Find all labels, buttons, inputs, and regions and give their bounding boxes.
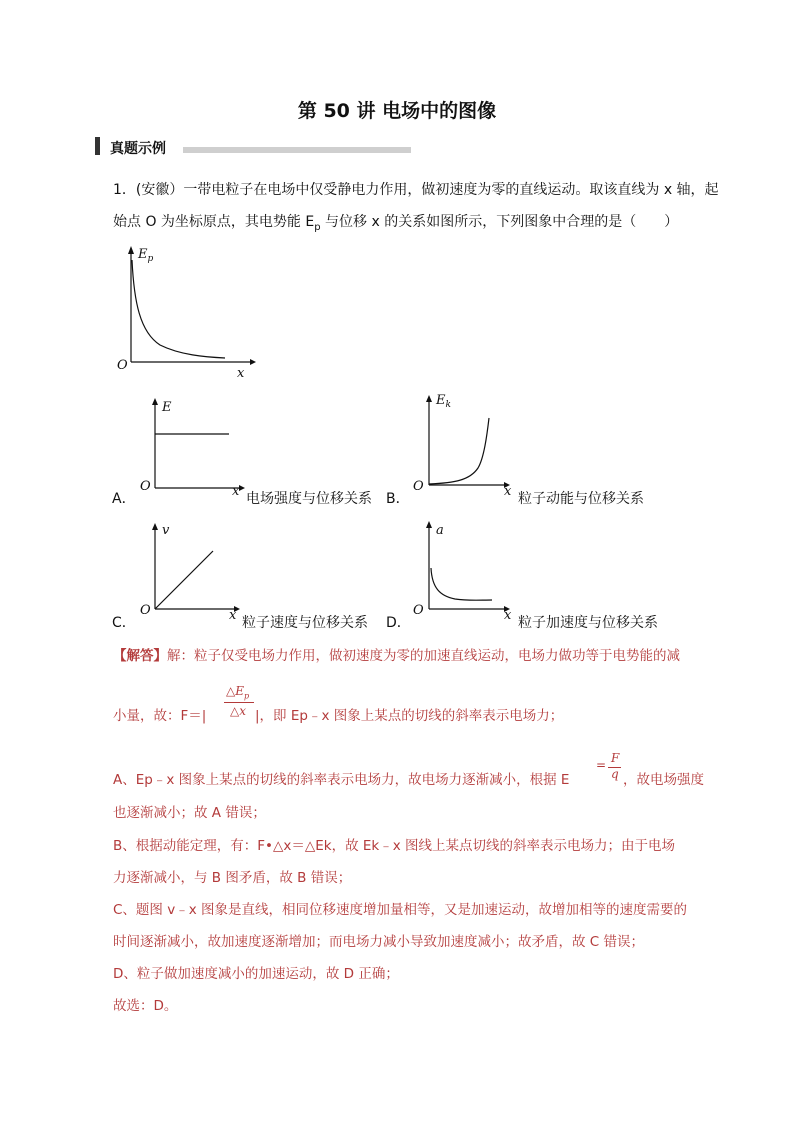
question-line-1: 1．(安徽）一带电粒子在电场中仅受静电力作用，做初速度为零的直线运动。取该直线为 x 轴，起 [113,182,719,198]
option-b-letter: B． [386,491,410,507]
option-a-xlabel: x [232,484,240,499]
answer-line-8: 时间逐渐减小，故加速度逐渐增加；而电场力减小导致加速度减小；故矛盾，故 C 错误； [113,934,645,950]
question-text: 始点 O 为坐标原点，其电势能 E [113,214,315,230]
y-axis-label: $E_k$ [436,393,451,410]
option-c-caption: 粒子速度与位移关系 [242,615,368,631]
answer-tag: 【解答】 [113,648,167,664]
answer-line-6: 力逐渐减小，与 B 图矛盾，故 B 错误； [113,870,352,886]
y-axis-arrow [426,521,432,528]
option-c-xlabel: x [229,608,237,623]
x-axis-arrow [239,485,245,491]
y-axis-arrow [152,523,158,530]
a-curve [431,568,492,600]
y-axis-arrow [128,246,134,254]
fraction-bar [224,702,254,703]
origin-label: O [413,603,424,618]
origin-label: O [413,479,424,494]
origin-label: O [117,358,128,373]
option-b-xlabel: x [504,484,512,499]
fraction-denominator: △x [230,704,246,718]
answer-text: 解：粒子仅受电场力作用，做初速度为零的加速直线运动，电场力做功等于电势能的减 [167,648,680,664]
origin-label: O [140,479,151,494]
section-marker [95,137,100,155]
question-text: 与位移 x 的关系如图所示，下列图象中合理的是（ ） [320,214,679,230]
option-d-xlabel: x [504,608,512,623]
answer-line-7: C、题图 v﹣x 图象是直线，相同位移速度增加量相等，又是加速运动，故增加相等的速度需要的 [113,902,687,918]
fraction-numerator: $\triangle E_p$ [226,684,250,701]
option-c-letter: C． [112,615,136,631]
answer-line-1 [113,646,733,666]
x-axis-label: x [237,366,245,381]
y-axis-label: v [162,523,170,538]
ep-x-graph [110,242,260,382]
section-label: 真题示例 [110,141,166,157]
option-a-caption: 电场强度与位移关系 [246,491,372,507]
answer-line-10: 故选：D。 [113,998,178,1014]
answer-line-9: D、粒子做加速度减小的加速运动，故 D 正确； [113,966,399,982]
fraction-f: F [611,751,620,765]
answer-line-4: 也逐渐减小；故 A 错误； [113,805,266,821]
answer-line-2a: 小量，故：F＝| [113,708,207,724]
y-axis-arrow [426,395,432,402]
option-d-letter: D． [386,615,411,631]
section-underline [183,147,411,153]
ep-curve [132,260,225,358]
y-axis-label: E [162,400,172,415]
y-axis-label: $E_p$ [138,247,154,264]
fraction-q: q [611,767,619,781]
option-b-caption: 粒子动能与位移关系 [518,491,644,507]
answer-line-2b: |，即 Ep﹣x 图象上某点的切线的斜率表示电场力； [255,708,564,724]
option-a-letter: A． [112,491,136,507]
y-axis-arrow [152,398,158,405]
question-subscript: p [314,221,321,233]
x-axis-arrow [250,359,256,365]
y-axis-label: a [436,523,444,538]
answer-line-5: B、根据动能定理，有：F•△x＝△Ek，故 Ek﹣x 图线上某点切线的斜率表示电场力；由于电场 [113,838,676,854]
ek-curve [429,418,489,484]
answer-line-3a: A、Ep﹣x 图象上某点的切线的斜率表示电场力，故电场力逐渐减小，根据 E [113,772,570,788]
answer-line-3b: ，故电场强度 [623,772,704,788]
option-d-caption: 粒子加速度与位移关系 [518,615,658,631]
page-title: 第 50 讲 电场中的图像 [297,100,497,122]
question-line-2 [113,212,678,238]
v-line [155,551,213,609]
origin-label: O [140,603,151,618]
equals-sign: = [596,758,607,772]
